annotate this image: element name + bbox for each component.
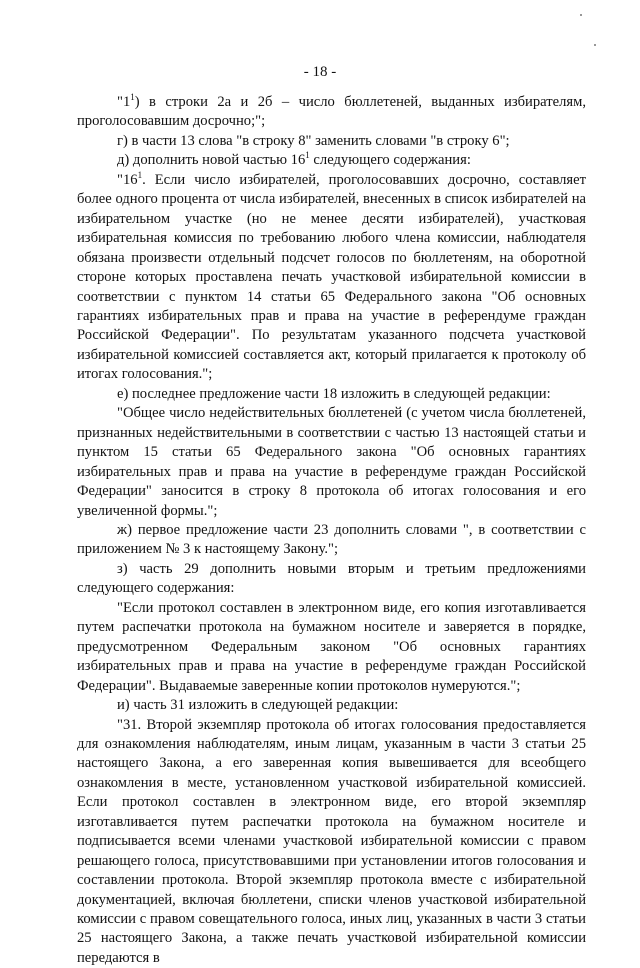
- paragraph-7: [77, 521, 586, 560]
- paragraph-5: [77, 385, 586, 404]
- paragraph-6: [77, 404, 586, 521]
- paragraph-8: [77, 560, 586, 599]
- scan-speck: [594, 44, 596, 46]
- paragraph-text: г) в части 13 слова "в строку 8" заменить словами "в строку 6";: [117, 133, 510, 149]
- document-body: [77, 93, 586, 968]
- paragraph-text: и) часть 31 изложить в следующей редакции:: [117, 697, 398, 713]
- paragraph-text: е) последнее предложение части 18 изложить в следующей редакции:: [117, 386, 551, 402]
- paragraph-text: ж) первое предложение части 23 дополнить словами ", в соответствии с приложением № 3 к настоящему Закону.";: [77, 522, 586, 557]
- paragraph-text: "16: [117, 172, 138, 188]
- paragraph-text: "1: [117, 94, 130, 110]
- paragraph-10: [77, 696, 586, 715]
- paragraph-9: [77, 599, 586, 696]
- paragraph-text: ) в строки 2а и 2б – число бюллетеней, выданных избирателям, проголосовавшим досрочно;";: [77, 94, 586, 129]
- paragraph-4: [77, 171, 586, 385]
- paragraph-2: [77, 132, 586, 151]
- paragraph-11: [77, 716, 586, 968]
- paragraph-1: [77, 93, 586, 132]
- paragraph-text: з) часть 29 дополнить новыми вторым и третьим предложениями следующего содержания:: [77, 561, 586, 596]
- superscript: 1: [138, 170, 143, 180]
- paragraph-text: . Если число избирателей, проголосовавших досрочно, составляет более одного процента от числа избирателей, внесенных в список избирателей на избирательном участке (но не менее десяти избирателей), участковая избирательная комиссия по требованию любого члена комиссии, наблюдателя обязана произвести отдельный подсчет голосов по бюллетеням, на оборотной стороне которых проставлена печать участковой избирательной комиссии в соответствии с пунктом 14 статьи 65 Федерального закона "Об основных гарантиях избирательных прав и права на участие в референдуме граждан Российской Федерации". По результатам указанного подсчета участковой избирательной комиссией составляется акт, который прилагается к протоколу об итогах голосования.";: [77, 172, 586, 383]
- scan-speck: [580, 14, 582, 16]
- paragraph-text: "Если протокол составлен в электронном виде, его копия изготавливается путем распечатки протокола на бумажном носителе и заверяется в порядке, предусмотренном Федеральным законом "Об основных гарантиях избирательных прав и права на участие в референдуме граждан Российской Федерации". Выдаваемые заверенные копии протоколов нумеруются.";: [77, 600, 586, 694]
- paragraph-text: д) дополнить новой частью 16: [117, 152, 305, 168]
- paragraph-text: "Общее число недействительных бюллетеней (с учетом числа бюллетеней, признанных недействительными в соответствии с частью 13 настоящей статьи и пунктом 15 статьи 65 Федерального закона "Об основных гарантиях избирательных прав и права на участие в референдуме граждан Российской Федерации" заносится в строку 8 протокола об итогах голосования и его увеличенной формы.";: [77, 405, 586, 518]
- paragraph-3: [77, 151, 586, 170]
- paragraph-text: "31. Второй экземпляр протокола об итогах голосования предоставляется для ознакомления наблюдателям, иным лицам, указанным в части 3 статьи 25 настоящего Закона, а его заверенная копия вывешивается для всеобщего ознакомления в месте, установленном участковой избирательной комиссией. Если протокол составлен в электронном виде, его второй экземпляр изготавливается путем распечатки протокола на бумажном носителе и подписывается всеми членами участковой избирательной комиссии с правом решающего голоса, присутствовавшими при установлении итогов голосования и составлении протокола. Второй экземпляр протокола вместе с избирательной документацией, включая бюллетени, списки членов участковой избирательной комиссии с правом совещательного голоса, иных лиц, указанных в части 3 статьи 25 настоящего Закона, а также печать участковой избирательной комиссии передаются в: [77, 717, 586, 966]
- paragraph-text: следующего содержания:: [310, 152, 471, 168]
- page-number: - 18 -: [0, 64, 640, 81]
- superscript: 1: [130, 92, 135, 102]
- superscript: 1: [305, 151, 310, 161]
